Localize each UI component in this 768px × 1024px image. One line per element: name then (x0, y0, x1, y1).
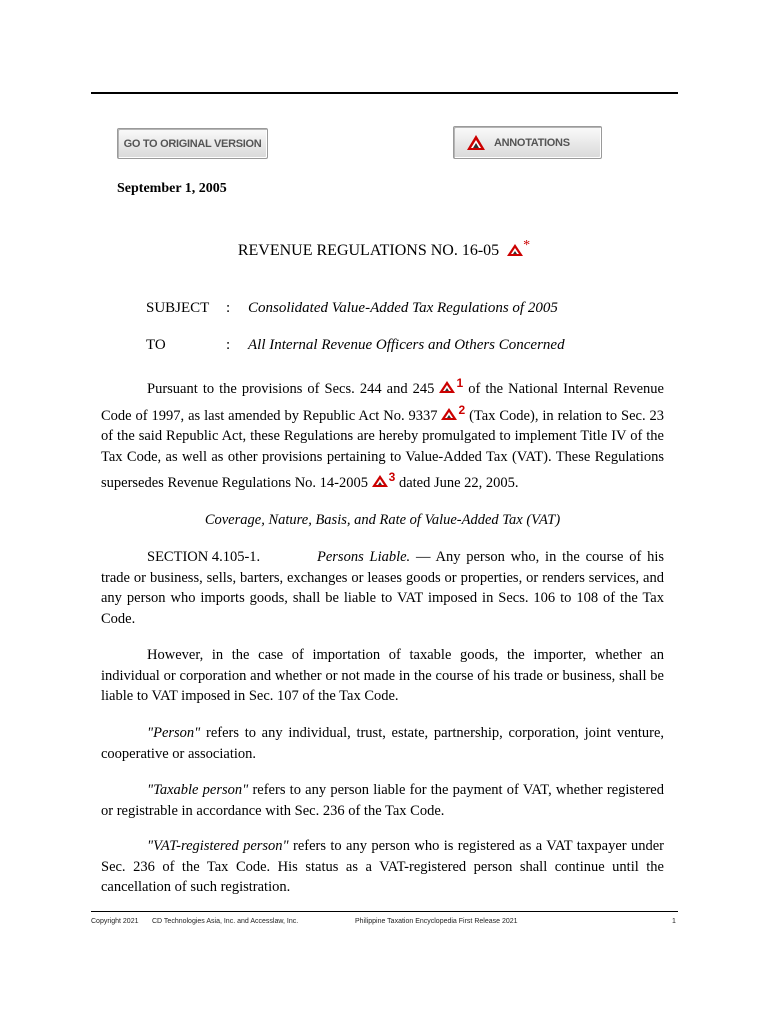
definition-taxable-person (101, 780, 664, 821)
top-rule (91, 92, 678, 94)
intro-text-4: dated June 22, 2005. (398, 475, 519, 491)
regulation-title: REVENUE REGULATIONS NO. 16-05 (237, 242, 500, 259)
definition-vat-registered-person (101, 836, 664, 898)
section-text: — Any person who, in the course of his trade or business, sells, barters, exchanges or leases goods or properties, or renders services, and any person who imports goods, shall be liable to VAT imposed in Secs. 106 to 108 of the Tax Code. (101, 549, 665, 627)
page-title (0, 238, 768, 260)
definition-vat-term: "VAT-registered person" (147, 838, 289, 854)
go-to-original-version-label: GO TO ORIGINAL VERSION (123, 137, 262, 150)
intro-text-3: (Tax Code), in relation to Sec. 23 of the said Republic Act, these Regulations are hereby promulgated to implement Title IV of the Tax Code, as well as other provisions pertaining to Value-Added Tax (VAT). These Regulations supersedes Revenue Regulations No. 14-2005 (101, 407, 665, 491)
definition-taxable-text: refers to any person liable for the payment of VAT, whether registered or registrable in accordance with Sec. 236 of the Tax Code. (101, 782, 664, 819)
go-to-original-version-button[interactable] (117, 128, 268, 159)
annotations-button[interactable] (453, 126, 602, 159)
footer-page-number: 1 (672, 918, 676, 925)
annotation-ref-3[interactable]: 3 (388, 470, 396, 484)
footer-publisher: CD Technologies Asia, Inc. and Accesslaw, Inc. (152, 918, 299, 925)
footer-rule (91, 911, 678, 912)
importation-paragraph (101, 645, 664, 707)
footer-copyright: Copyright 2021 (91, 918, 139, 925)
intro-paragraph (101, 373, 664, 494)
section-caption: Persons Liable. (317, 549, 411, 565)
subject-line (146, 300, 558, 317)
to-line (146, 337, 565, 354)
intro-text-1: Pursuant to the provisions of Secs. 244 and 245 (147, 381, 435, 397)
to-colon: : (226, 337, 231, 353)
annotation-ref-2[interactable]: 2 (458, 402, 466, 417)
subject-colon: : (226, 300, 231, 316)
footer-release: Philippine Taxation Encyclopedia First Release 2021 (355, 918, 518, 925)
annotation-marker-icon[interactable] (439, 380, 456, 394)
title-marker[interactable]: * (523, 238, 531, 253)
definition-person-term: "Person" (147, 725, 201, 741)
annotation-marker-icon (466, 134, 486, 152)
definition-person (101, 723, 664, 764)
subject-value: Consolidated Value-Added Tax Regulations of 2005 (248, 300, 558, 316)
subject-label: SUBJECT (146, 300, 210, 316)
annotation-ref-1[interactable]: 1 (456, 376, 464, 390)
section-heading: Coverage, Nature, Basis, and Rate of Value-Added Tax (VAT) (204, 512, 561, 528)
section-paragraph (101, 547, 664, 629)
definition-taxable-term: "Taxable person" (147, 782, 249, 798)
annotation-marker-icon[interactable] (441, 407, 458, 421)
annotation-marker-icon[interactable] (507, 243, 524, 257)
to-label: TO (146, 337, 166, 353)
definition-vat-text: refers to any person who is registered as a VAT taxpayer under Sec. 236 of the Tax Code. His status as a VAT-registered person shall continue until the cancellation of such registration. (101, 838, 664, 895)
intro-text-2: of the National Internal Revenue Code of 1997, as last amended by Republic Act No. 9337 (101, 381, 664, 424)
annotation-marker-icon[interactable] (372, 474, 389, 488)
section-number: SECTION 4.105-1. (147, 549, 261, 565)
importation-text: However, in the case of importation of taxable goods, the importer, whether an individual or corporation and whether or not made in the course of his trade or business, shall be liable to VAT imposed in Sec. 107 of the Tax Code. (101, 647, 664, 704)
annotations-label: ANNOTATIONS (494, 136, 570, 149)
document-date: September 1, 2005 (117, 181, 227, 196)
definition-person-text: refers to any individual, trust, estate, partnership, corporation, joint venture, cooperative or association. (101, 725, 665, 762)
to-value: All Internal Revenue Officers and Others Concerned (248, 337, 565, 353)
